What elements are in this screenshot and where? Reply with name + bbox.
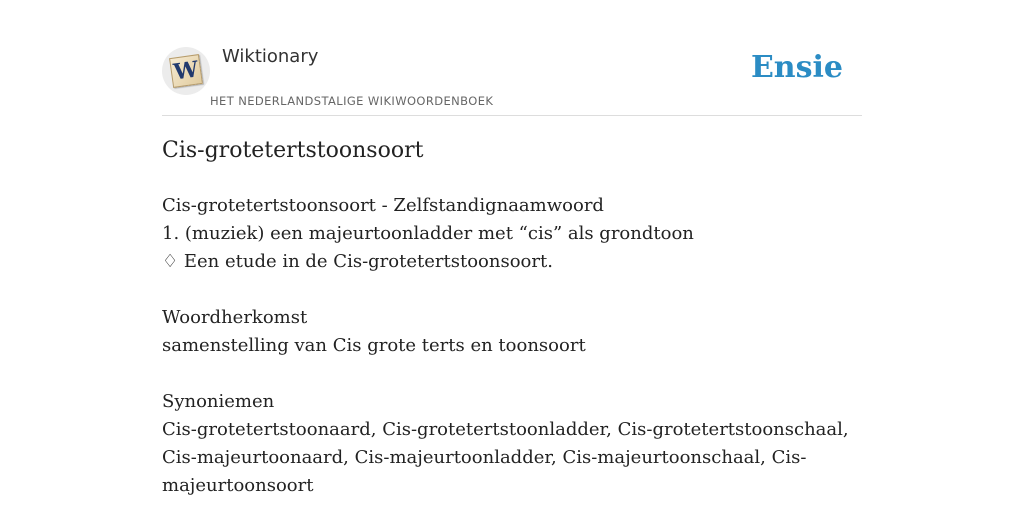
synonyms-label: Synoniemen [162, 391, 275, 412]
definition-text: 1. (muziek) een majeurtoonladder met “cis” als grondtoon [162, 223, 694, 244]
page-title: Cis-grotetertstoonsoort [162, 138, 424, 163]
ensie-brand-link[interactable]: Ensie [750, 50, 843, 85]
site-header [162, 0, 862, 116]
synonyms-text: Cis-grotetertstoonaard, Cis-grotetertstoonladder, Cis-grotetertstoonschaal, Cis-majeurtoonaard, Cis-majeurtoonladder, Cis-majeurtoonschaal, Cis-majeurtoonsoort [162, 419, 849, 496]
spacer [162, 360, 862, 388]
wiktionary-logo[interactable] [162, 47, 210, 95]
example-sentence: ♢ Een etude in de Cis-grotetertstoonsoort. [162, 251, 553, 272]
spacer [162, 276, 862, 304]
etymology-text: samenstelling van Cis grote terts en toonsoort [162, 335, 586, 356]
page-container [162, 0, 862, 496]
etymology-label: Woordherkomst [162, 307, 308, 328]
entry-content [162, 192, 862, 500]
logo-tile-icon [169, 54, 203, 88]
logo-glyph: W [171, 56, 201, 86]
site-tagline: HET NEDERLANDSTALIGE WIKIWOORDENBOEK [210, 94, 494, 108]
site-name[interactable]: Wiktionary [222, 46, 319, 67]
entry-heading: Cis-grotetertstoonsoort - Zelfstandignaamwoord [162, 195, 604, 216]
